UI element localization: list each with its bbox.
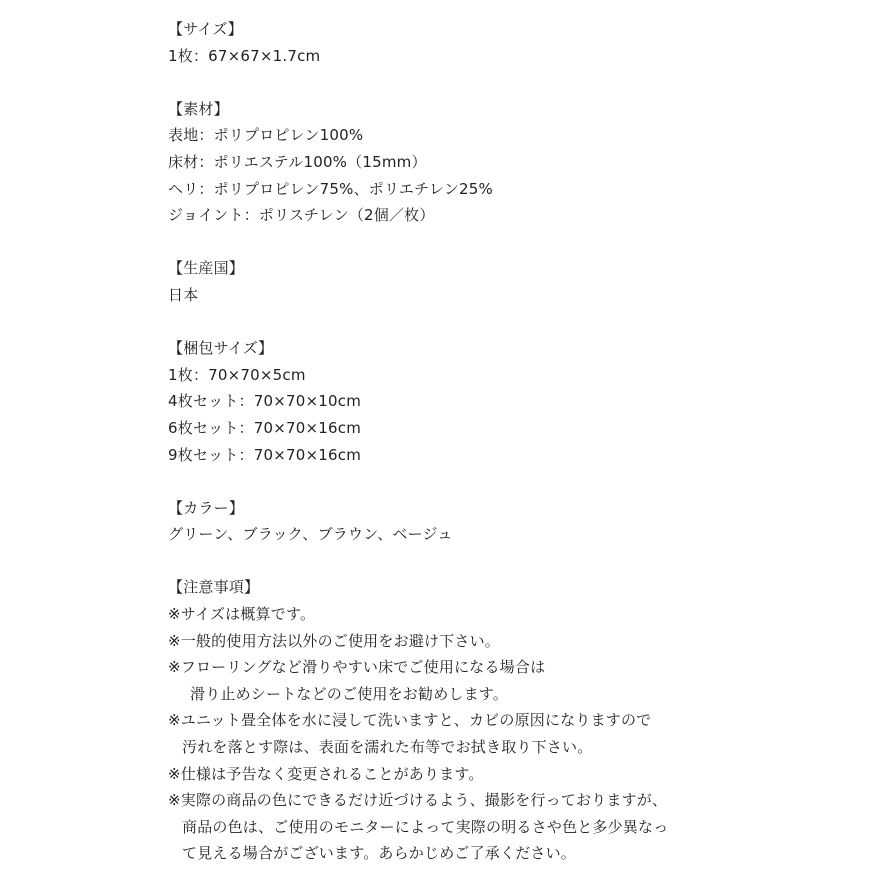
- note-line: ※サイズは概算です。: [168, 605, 316, 624]
- material-line-border: ヘリ：ポリプロピレン75%、ポリエチレン25%: [168, 179, 493, 198]
- package-size-line: 4枚セット：70×70×10cm: [168, 392, 362, 411]
- notes-heading: 【注意事項】: [168, 578, 260, 597]
- size-line: 1枚：67×67×1.7cm: [168, 46, 321, 65]
- note-line-continued: 汚れを落とす際は、表面を濡れた布等でお拭き取り下さい。: [182, 738, 593, 757]
- note-line: ※実際の商品の色にできるだけ近づけるよう、撮影を行っておりますが、: [168, 791, 668, 810]
- package-size-line: 1枚：70×70×5cm: [168, 365, 306, 384]
- material-heading: 【素材】: [168, 99, 229, 118]
- note-line: ※一般的使用方法以外のご使用をお避け下さい。: [168, 631, 500, 650]
- section-spacer: [168, 309, 868, 336]
- origin-line: 日本: [168, 285, 199, 304]
- section-spacer: [168, 229, 868, 256]
- note-line: ※ユニット畳全体を水に浸して洗いますと、カビの原因になりますので: [168, 711, 652, 730]
- product-spec-sheet: [168, 16, 868, 867]
- package-size-heading: 【梱包サイズ】: [168, 339, 274, 358]
- note-line: ※フローリングなど滑りやすい床でご使用になる場合は: [168, 658, 546, 677]
- material-line-backing: 床材：ポリエステル100%（15mm）: [168, 152, 427, 171]
- note-line: ※仕様は予告なく変更されることがあります。: [168, 764, 484, 783]
- section-spacer: [168, 69, 868, 96]
- note-line-continued: て見える場合がございます。あらかじめご了承ください。: [182, 844, 577, 863]
- section-spacer: [168, 548, 868, 575]
- note-line-continued: 滑り止めシートなどのご使用をお勧めします。: [190, 684, 509, 703]
- origin-heading: 【生産国】: [168, 259, 245, 278]
- material-line-surface: 表地：ポリプロピレン100%: [168, 126, 364, 145]
- note-line-continued: 商品の色は、ご使用のモニターによって実際の明るさや色と多少異なっ: [182, 817, 669, 836]
- package-size-line: 9枚セット：70×70×16cm: [168, 445, 362, 464]
- package-size-line: 6枚セット：70×70×16cm: [168, 418, 362, 437]
- color-heading: 【カラー】: [168, 498, 245, 517]
- size-heading: 【サイズ】: [168, 20, 243, 38]
- material-line-joint: ジョイント：ポリスチレン（2個／枚）: [168, 206, 435, 225]
- color-list: グリーン、ブラック、ブラウン、ベージュ: [168, 525, 453, 544]
- section-spacer: [168, 468, 868, 495]
